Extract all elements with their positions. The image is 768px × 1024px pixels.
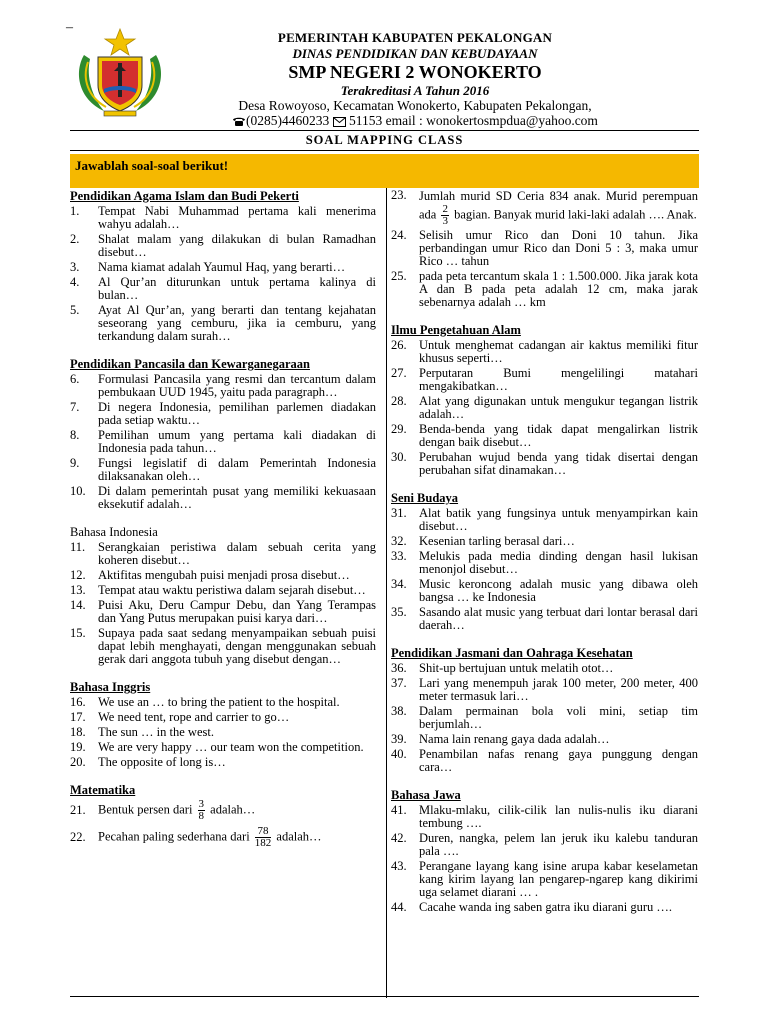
section-heading: Bahasa Indonesia bbox=[70, 525, 158, 539]
question-item: 16. We use an … to bring the patient to the hospital. bbox=[70, 695, 340, 709]
question-item: 9. Fungsi legislatif di dalam Pemerintah Indonesia dilaksanakan oleh… bbox=[70, 456, 376, 483]
section-heading: Bahasa Jawa bbox=[391, 788, 461, 802]
question-item: 42. Duren, nangka, pelem lan jeruk iku kalebu tanduran pala …. bbox=[391, 831, 698, 858]
question-item: 25. pada peta tercantum skala 1 : 1.500.000. Jika jarak kota A dan B pada peta adalah 12 cm, maka jarak sebenarnya adalah … km bbox=[391, 269, 698, 309]
question-item: 17. We need tent, rope and carrier to go… bbox=[70, 710, 290, 724]
title-rule bbox=[70, 150, 699, 151]
question-item: 24. Selisih umur Rico dan Doni 10 tahun. Jika perbandingan umur Rico dan Doni 5 : 3, maka umur Rico … tahun bbox=[391, 228, 698, 268]
section-heading: Ilmu Pengetahuan Alam bbox=[391, 323, 521, 337]
question-item: 19. We are very happy … our team won the competition. bbox=[70, 740, 364, 754]
question-item: 18. The sun … in the west. bbox=[70, 725, 214, 739]
question-item: 44. Cacahe wanda ing saben gatra iku diarani guru …. bbox=[391, 900, 673, 914]
column-divider bbox=[386, 188, 387, 998]
header-rule bbox=[70, 130, 699, 131]
section-heading: Seni Budaya bbox=[391, 491, 459, 505]
question-item: 12. Aktifitas mengubah puisi menjadi prosa disebut… bbox=[70, 568, 350, 582]
question-item: 20. The opposite of long is… bbox=[70, 755, 226, 769]
question-item: 31. Alat batik yang fungsinya untuk menyampirkan kain disebut… bbox=[391, 506, 698, 533]
question-item: 39. Nama lain renang gaya dada adalah… bbox=[391, 732, 610, 746]
question-item: 5. Ayat Al Qur’an, yang berarti dan tentang kejahatan seseorang yang cemburu, jika ia cemburu, yang terkandung dalam surah… bbox=[70, 303, 376, 343]
question-item: 15. Supaya pada saat sedang menyampaikan sebuah puisi dapat lebih menghayati, dengan menggunakan sebuah gerak dari anggota tubuh yang disebut dengan… bbox=[70, 626, 376, 666]
question-item: 33. Melukis pada media dinding dengan hasil lukisan menonjol disebut… bbox=[391, 549, 698, 576]
section-heading: Pendidikan Agama Islam dan Budi Pekerti bbox=[70, 189, 299, 203]
phone-icon bbox=[232, 116, 246, 127]
instruction-banner: Jawablah soal-soal berikut! bbox=[70, 154, 699, 188]
top-mark: – bbox=[66, 20, 73, 35]
question-item: 22. Pecahan paling sederhana dari $\frac{78}{182}$ adalah… bbox=[70, 825, 322, 849]
question-item: 32. Kesenian tarling berasal dari… bbox=[391, 534, 575, 548]
question-item: 38. Dalam permainan bola voli mini, setiap tim berjumlah… bbox=[391, 704, 698, 731]
department-name: DINAS PENDIDIKAN DAN KEBUDAYAAN bbox=[292, 46, 538, 61]
question-item: 37. Lari yang menempuh jarak 100 meter, 200 meter, 400 meter termasuk lari… bbox=[391, 676, 698, 703]
question-item: 34. Music keroncong adalah music yang dibawa oleh bangsa … ke Indonesia bbox=[391, 577, 698, 604]
section-heading: Matematika bbox=[70, 783, 136, 797]
fraction: $\frac{78}{182}$ bbox=[254, 825, 272, 849]
question-item: 13. Tempat atau waktu peristiwa dalam sejarah disebut… bbox=[70, 583, 366, 597]
postal-email: 51153 email : wonokertosmpdua@yahoo.com bbox=[349, 113, 598, 128]
question-item: 14. Puisi Aku, Deru Campur Debu, dan Yang Terampas dan Yang Putus merupakan puisi karya dari… bbox=[70, 598, 376, 625]
school-name: SMP NEGERI 2 WONOKERTO bbox=[288, 62, 542, 82]
question-item: 28. Alat yang digunakan untuk mengukur tegangan listrik adalah… bbox=[391, 394, 698, 421]
question-item: 26. Untuk menghemat cadangan air kaktus memiliki fitur khusus seperti… bbox=[391, 338, 698, 365]
question-item: 8. Pemilihan umum yang pertama kali diadakan di Indonesia pada tahun… bbox=[70, 428, 376, 455]
phone-number: (0285)4460233 bbox=[246, 113, 330, 128]
question-item: 27. Perputaran Bumi mengelilingi matahari mengakibatkan… bbox=[391, 366, 698, 393]
question-item: 11. Serangkaian peristiwa dalam sebuah cerita yang koheren disebut… bbox=[70, 540, 376, 567]
regency-emblem-icon bbox=[74, 27, 166, 117]
question-item: 1. Tempat Nabi Muhammad pertama kali menerima wahyu adalah… bbox=[70, 204, 376, 231]
question-item: 2. Shalat malam yang dilakukan di bulan Ramadhan disebut… bbox=[70, 232, 376, 259]
question-item: 30. Perubahan wujud benda yang tidak disertai dengan perubahan sifat dinamakan… bbox=[391, 450, 698, 477]
question-item: 21. Bentuk persen dari $\frac{3}{8}$ adalah… bbox=[70, 798, 256, 822]
question-item: 7. Di negera Indonesia, pemilihan parlemen diadakan pada setiap waktu… bbox=[70, 400, 376, 427]
contact-line bbox=[190, 113, 640, 129]
right-column bbox=[391, 189, 698, 916]
exam-title: SOAL MAPPING CLASS bbox=[305, 133, 464, 147]
fraction: $\frac{3}{8}$ bbox=[198, 798, 205, 822]
section-heading: Pendidikan Jasmani dan Oahraga Kesehatan bbox=[391, 646, 633, 660]
question-item: 4. Al Qur’an diturunkan untuk pertama kalinya di bulan… bbox=[70, 275, 376, 302]
fraction: $\frac{2}{3}$ bbox=[442, 203, 448, 227]
government-name: PEMERINTAH KABUPATEN PEKALONGAN bbox=[277, 30, 553, 45]
bottom-rule bbox=[70, 996, 699, 997]
question-item: 41. Mlaku-mlaku, cilik-cilik lan nulis-nulis iku diarani tembung …. bbox=[391, 803, 698, 830]
accreditation: Terakreditasi A Tahun 2016 bbox=[340, 83, 490, 98]
left-column bbox=[70, 189, 376, 851]
question-item: 35. Sasando alat music yang terbuat dari lontar berasal dari daerah… bbox=[391, 605, 698, 632]
section-heading: Bahasa Inggris bbox=[70, 680, 151, 694]
question-item: 10. Di dalam pemerintah pusat yang memiliki kekuasaan eksekutif adalah… bbox=[70, 484, 376, 511]
envelope-icon bbox=[333, 117, 346, 127]
question-item: 23. Jumlah murid SD Ceria 834 anak. Murid perempuan ada $\frac{2}{3}$ bagian. Banyak murid laki-laki adalah …. Anak. bbox=[391, 188, 698, 227]
question-item: 43. Perangane layang kang isine arupa kabar keselametan kang kirim layang lan pengarep-ngarep kang dikirimi uga selamet diarani … . bbox=[391, 859, 698, 899]
section-heading: Pendidikan Pancasila dan Kewarganegaraan bbox=[70, 357, 310, 371]
question-item: 6. Formulasi Pancasila yang resmi dan tercantum dalam pembukaan UUD 1945, yaitu pada paragraph… bbox=[70, 372, 376, 399]
question-item: 36. Shit-up bertujuan untuk melatih otot… bbox=[391, 661, 614, 675]
question-item: 3. Nama kiamat adalah Yaumul Haq, yang berarti… bbox=[70, 260, 346, 274]
question-item: 40. Penambilan nafas renang gaya punggung dengan cara… bbox=[391, 747, 698, 774]
school-address: Desa Rowoyoso, Kecamatan Wonokerto, Kabupaten Pekalongan, bbox=[238, 98, 592, 113]
question-item: 29. Benda-benda yang tidak dapat mengalirkan listrik dengan baik disebut… bbox=[391, 422, 698, 449]
